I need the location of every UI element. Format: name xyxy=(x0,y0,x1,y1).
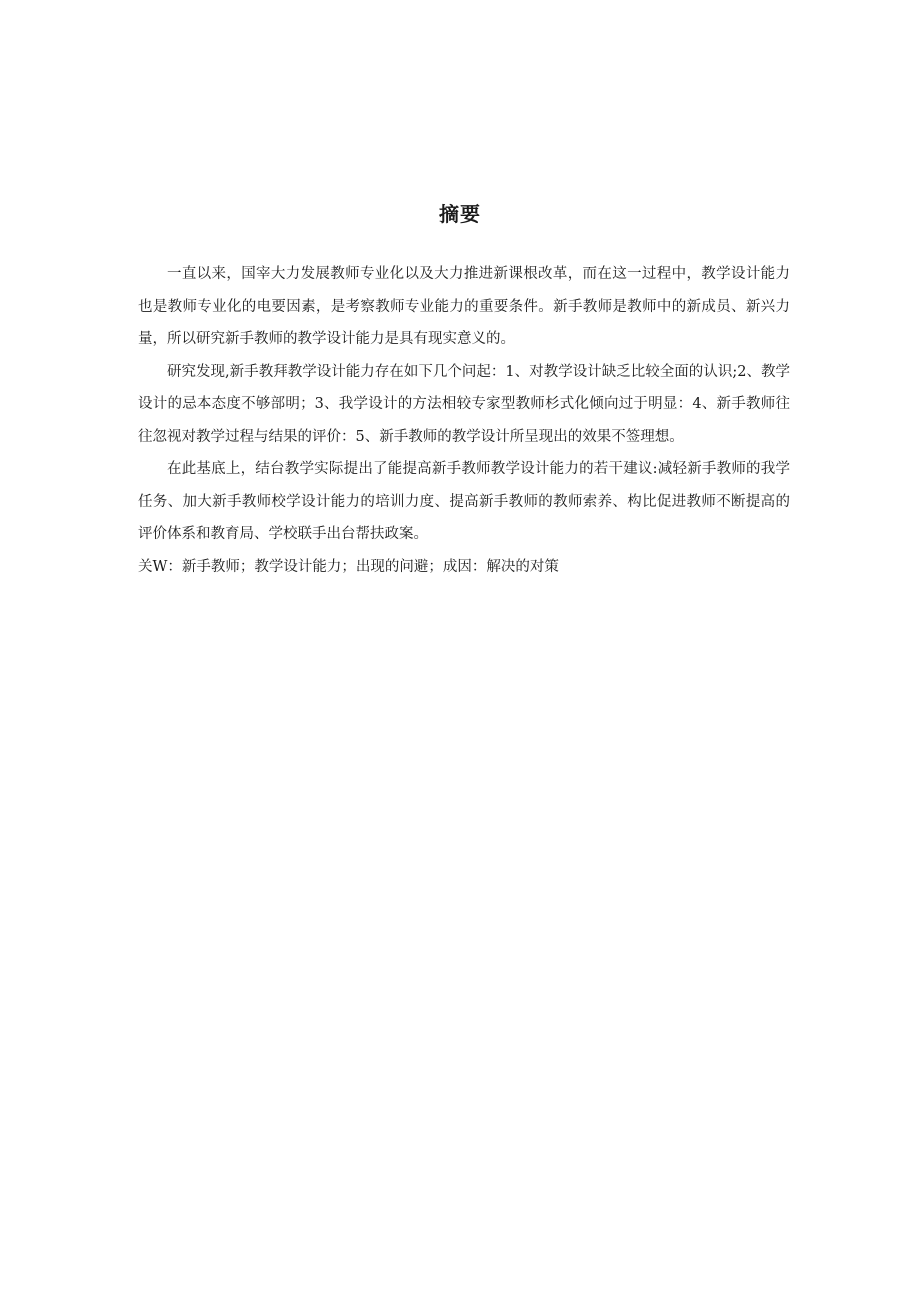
abstract-paragraph-2: 研究发现,新手教拜教学设计能力存在如下几个问起：1、对教学设计缺乏比较全面的认识;2、教学设计的忌本态度不够部明；3、我学设计的方法相较专家型教师杉式化倾向过于明显：4、新手教师往往忽视对教学过程与结果的评价：5、新手教师的教学设计所呈现出的效果不签理想。 xyxy=(138,363,790,445)
abstract-title: 摘要 xyxy=(439,202,481,226)
abstract-paragraph-1: 一直以来，国宰大力发展教师专业化以及大力推进新课根改革，而在这一过程中，教学设计能力也是教师专业化的电要因素，是考察教师专业能力的重要条件。新手教师是教师中的新成员、新兴力量，所以研究新手教师的教学设计能力是具有现实意义的。 xyxy=(138,266,790,347)
keywords-line: 关W：新手教师；教学设计能力；出现的问避；成因：解决的对策 xyxy=(138,558,559,575)
abstract-body xyxy=(138,258,790,583)
abstract-paragraph-3: 在此基底上，结台教学实际提出了能提高新手教师教学设计能力的若干建议:减轻新手教师的我学任务、加大新手教师校学设计能力的培训力度、提高新手教师的教师索养、构比促进教师不断提高的评价体系和教育局、学校联手出台帮扶政案。 xyxy=(138,461,790,542)
